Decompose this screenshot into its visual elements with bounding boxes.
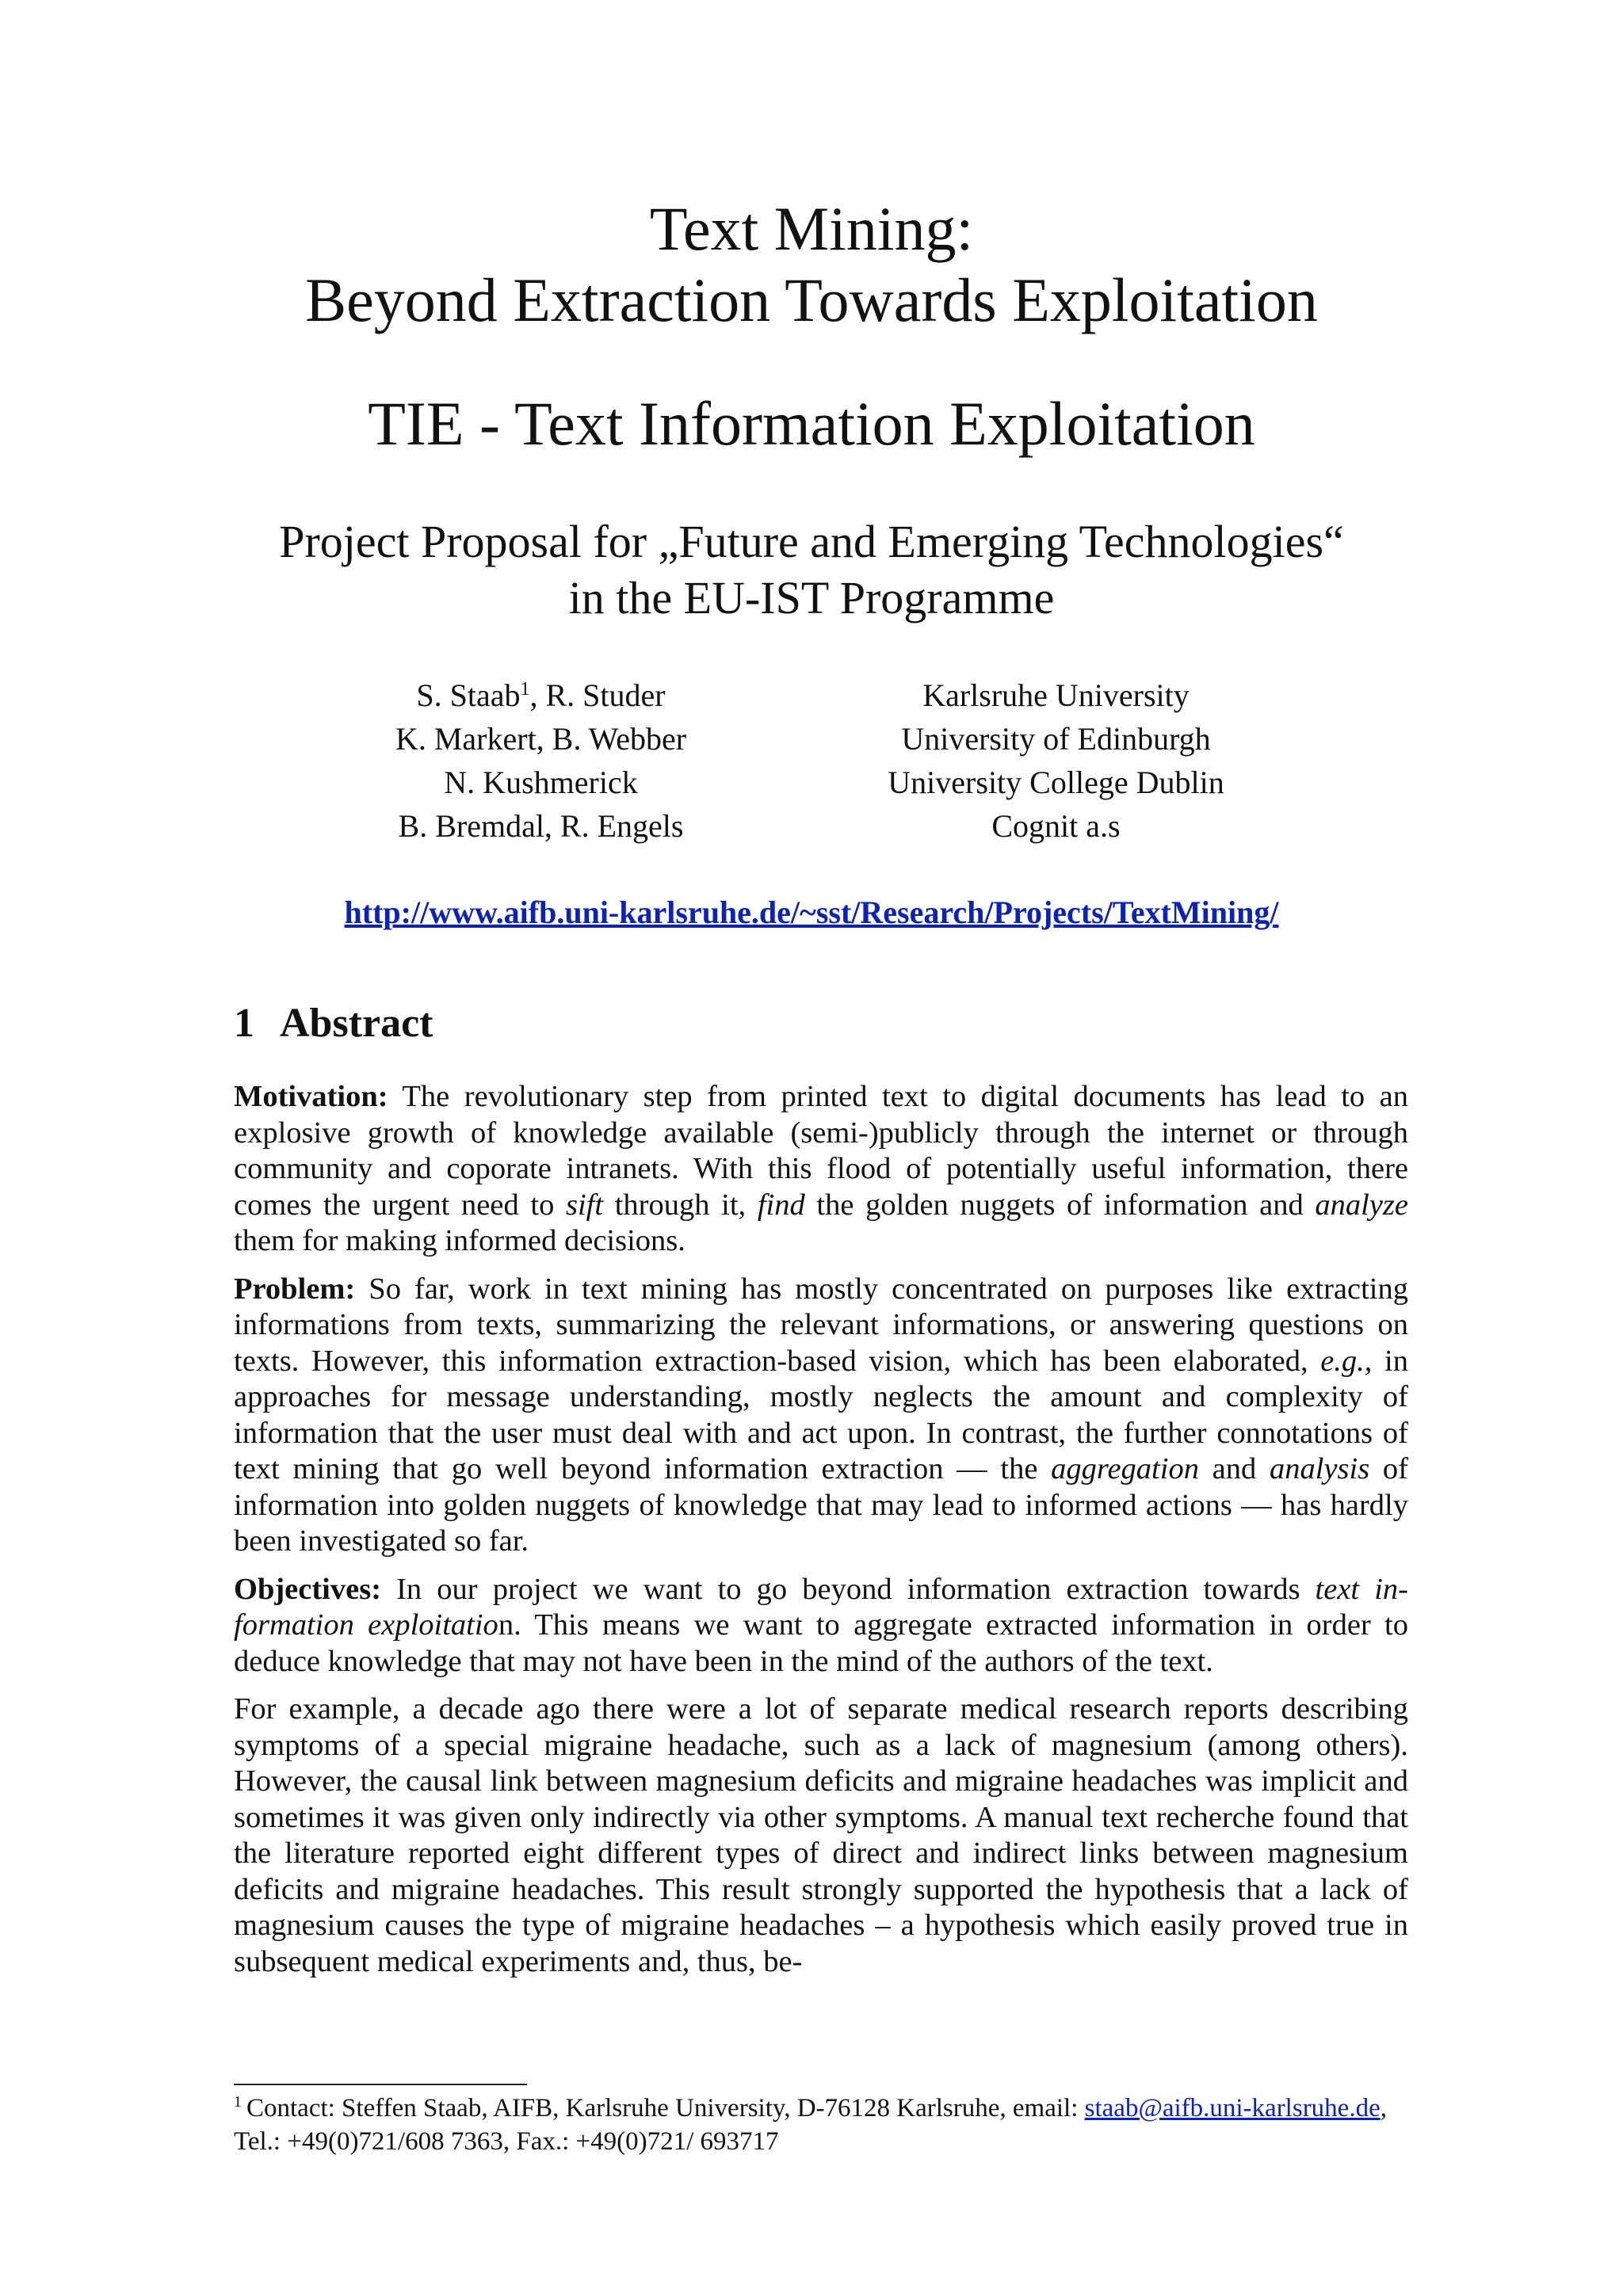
paragraph-text: So far, work in text mining has mostly concentrated on purposes like extracting informations from texts, summarizing the relevant informations, or answering questions on texts. However, this information extraction-based vision, which has been elaborated,: [234, 1272, 1408, 1378]
paragraph-text: the golden nuggets of information and: [804, 1188, 1316, 1222]
emphasis-text: aggregation: [1051, 1452, 1199, 1486]
subtitle-line-2: in the EU-IST Programme: [568, 572, 1055, 624]
author-affiliation: Cognit a.s: [991, 808, 1121, 844]
author-affiliation: University of Edinburgh: [901, 721, 1211, 757]
email-link[interactable]: staab@aifb.uni-karlsruhe.de: [1084, 2094, 1381, 2122]
author-table: [309, 673, 1339, 848]
section-title: Abstract: [280, 1001, 433, 1046]
paragraph-text: them for making informed decisions.: [234, 1224, 685, 1257]
paragraph-text: In our project we want to go beyond information extraction towards: [381, 1572, 1316, 1606]
author-names: B. Bremdal, R. Engels: [398, 808, 684, 844]
emphasis-text: find: [757, 1188, 805, 1222]
subtitle-line-1: Project Proposal for „Future and Emerging Technologies“: [279, 516, 1344, 567]
document-title: [0, 193, 1623, 336]
paragraph-problem: [234, 1272, 1408, 1560]
author-names: N. Kushmerick: [444, 765, 638, 800]
document-subtitle: [0, 513, 1623, 626]
paragraph-text: n. This means we want to aggregate extracted information in order to deduce knowledge that may not have been in the mind of the authors of the text.: [234, 1608, 1408, 1678]
paragraph-text: through it,: [603, 1188, 758, 1222]
footnote: [234, 2092, 1408, 2158]
paragraph-text: The revolutionary step from printed text to digital documents has lead to an explosive growth of knowledge available (semi-)publicly through the internet or through community and coporate intranets. With this flood of potentially useful information, there comes the urgent need to: [234, 1080, 1408, 1222]
paragraph-label: Motivation:: [234, 1080, 388, 1113]
author-row: [309, 717, 1339, 761]
paragraph-label: Objectives:: [234, 1572, 382, 1606]
footnote-text: , Tel.: +49(0)721/608 7363, Fax.: +49(0)721/ 693717: [234, 2094, 1387, 2156]
author-names: K. Markert, B. Webber: [395, 721, 687, 757]
author-affiliation: University College Dublin: [888, 765, 1224, 800]
paragraph-text: in approaches for message understanding, mostly neglects the amount and complexity of information that the user must deal with and act upon. In contrast, the further connotations of text mining that go well beyond information extraction — the: [234, 1344, 1408, 1486]
emphasis-text: e.g.,: [1320, 1344, 1373, 1378]
project-url-link[interactable]: http://www.aifb.uni-karlsruhe.de/~sst/Research/Projects/TextMining/: [344, 894, 1279, 930]
paragraph-motivation: [234, 1079, 1408, 1260]
paragraph-label: Problem:: [234, 1272, 356, 1306]
paragraph-objectives: [234, 1572, 1408, 1680]
author-names: [309, 673, 773, 717]
footnote-marker: 1: [234, 2093, 242, 2111]
footnote-text: Contact: Steffen Staab, AIFB, Karlsruhe University, D-76128 Karlsruhe, email:: [246, 2094, 1085, 2122]
author-row: [309, 673, 1339, 717]
emphasis-text: sift: [565, 1188, 604, 1222]
author-row: [309, 804, 1339, 848]
emphasis-text: text information exploitatio: [234, 1572, 1408, 1642]
footnote-marker[interactable]: 1: [520, 679, 530, 700]
emphasis-text: analyze: [1315, 1188, 1408, 1222]
abstract-body: [234, 1079, 1408, 1992]
section-heading: [234, 998, 433, 1049]
emphasis-text: analysis: [1270, 1452, 1370, 1486]
section-number: 1: [234, 1001, 254, 1046]
author-name: S. Staab: [416, 677, 521, 713]
paragraph-text: of information into golden nuggets of knowledge that may lead to informed actions — has hardly been investigated so far.: [234, 1452, 1408, 1558]
title-line-2: Beyond Extraction Towards Exploitation: [305, 265, 1318, 334]
author-name: , R. Studer: [529, 677, 666, 713]
title-line-1: Text Mining:: [649, 194, 974, 263]
project-acronym-title: TIE - Text Information Exploitation: [368, 389, 1255, 458]
author-affiliation: Karlsruhe University: [922, 677, 1190, 713]
paragraph-example: For example, a decade ago there were a lot of separate medical research reports describing symptoms of a special migraine headache, such as a lack of magnesium (among others). However, the causal link between magnesium deficits and migraine headaches was implicit and sometimes it was given only indirectly via other symptoms. A manual text recherche found that the literature reported eight different types of direct and indirect links between magnesium deficits and migraine headaches. This result strongly supported the hypothesis that a lack of magnesium causes the type of migraine headaches – a hypothesis which easily proved true in subsequent medical experiments and, thus, be-: [234, 1692, 1408, 1978]
author-row: [309, 761, 1339, 804]
paragraph-text: and: [1198, 1452, 1270, 1486]
footnote-separator: [234, 2084, 527, 2085]
